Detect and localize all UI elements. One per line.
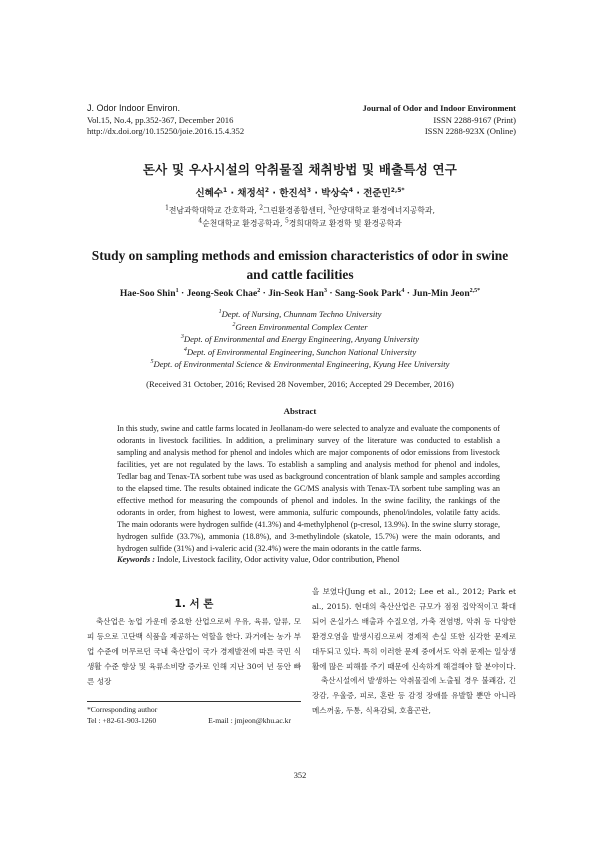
- author-separator: ·: [180, 288, 185, 299]
- author-separator: ·: [262, 288, 266, 299]
- footnote: [87, 701, 301, 726]
- author-separator: ·: [314, 188, 318, 199]
- email-link[interactable]: E-mail : jmjeon@khu.ac.kr: [208, 715, 291, 725]
- affil-text: 순천대학교 환경공학과,: [202, 219, 285, 228]
- affiliation-en-4: [0, 347, 600, 357]
- author-ko: 한진석: [279, 188, 307, 199]
- author-ko: 박상숙: [321, 188, 349, 199]
- affiliation-en-3: [0, 334, 600, 344]
- keywords: [117, 555, 500, 564]
- author-sup: 1: [175, 287, 179, 294]
- affil-sup: 4: [198, 217, 203, 225]
- author-sup: 2: [257, 287, 261, 294]
- paragraph: 을 보였다(Jung et al., 2012; Lee et al., 2012; Park et al., 2015). 현대의 축산산업은 규모가 점점 집약적이고 확대되어 온실가스 배출과 수질오염, 가축 전염병, 악취 등 다양한 환경오염을 발생시킴으로써 경제적 손실 또한 심각한 문제로 대두되고 있다. 특히 이러한 문제 중에서도 악취 문제는 일상생활에 많은 피해를 주기 때문에 신속하게 해결해야 할 분야이다.: [312, 587, 516, 671]
- volume-info: Vol.15, No.4, pp.352-367, December 2016: [87, 114, 234, 125]
- title-english: Study on sampling methods and emission characteristics of odor in swine and cattle facilities: [91, 248, 509, 282]
- section-heading-introduction: 1. 서 론: [174, 598, 214, 610]
- column-right: [312, 585, 516, 719]
- title-korean: 돈사 및 우사시설의 악취물질 채취방법 및 배출특성 연구: [142, 162, 458, 177]
- affil-text: 경희대학교 환경학 및 환경공학과: [288, 219, 402, 228]
- corresponding-author-label: *Corresponding author: [87, 705, 158, 714]
- author-separator: ·: [356, 188, 360, 199]
- header-left: [87, 103, 244, 138]
- author-sup: 2: [264, 186, 270, 194]
- affil-text: 전남과학대학교 간호학과,: [168, 206, 260, 215]
- author-en: Sang-Sook Park: [334, 288, 402, 299]
- received-dates: (Received 31 October, 2016; Revised 28 November, 2016; Accepted 29 December, 2016): [146, 379, 454, 389]
- author-sup: 1: [222, 186, 228, 194]
- affil-text: Dept. of Environmental and Energy Engineering, Anyang University: [183, 334, 420, 344]
- affiliation-ko-line1: [0, 205, 600, 216]
- abstract-body: In this study, swine and cattle farms located in Jeollanam-do were selected to analyze and evaluate the components of odorants in livestock facilities. In addition, a preliminary survey of the literature was conducted to establish a sampling and analysis method for phenol and indoles which are major components of odor emissions from livestock facilities, yet are not regulated by the laws. To establish a sampling and analysis method for phenol and indoles, Tedlar bag and Tenax-TA sorbent tube was used as background concentration of blank sample and samples according to the elapsed time. The results obtained indicate the GC/MS analysis with Tenax-TA sorbent tube sampling was an effective method for measuring the compounds of phenol and indoles. In the swine facility, the rankings of the odorants in order, from highest to lowest, were ammonia, sulfuric compounds, phenol/indoles, volatile fatty acids. The main odorants were hydrogen sulfide (41.3%) and 4-methylphenol (p-cresol, 13.9%). In the swine slurry storage, hydrogen sulfide (33.7%), ammonia (18.8%), and 3-methylindole (skatole, 15.7%) were the main odorants, and hydrogen sulfide (31%) and i-valeric acid (32.4%) were the main odorants in the cattle farms.: [117, 424, 500, 554]
- author-ko: 신혜수: [195, 188, 223, 199]
- author-sup: 4: [348, 186, 354, 194]
- author-ko: 채정석: [237, 188, 265, 199]
- affiliation-en-5: [0, 359, 600, 369]
- footnote-rule: [87, 701, 301, 702]
- author-en: Hae-Soo Shin: [119, 288, 176, 299]
- affil-sup: 2: [259, 204, 264, 212]
- author-separator: ·: [272, 188, 277, 199]
- page-number: 352: [293, 771, 307, 780]
- author-sup: 2,5*: [390, 186, 405, 194]
- paragraph: 축산시설에서 발생하는 악취물질에 노출될 경우 불쾌감, 긴장감, 우울증, 피로, 혼란 등 감정 장애를 유발할 뿐만 아니라 메스꺼움, 두통, 식욕감퇴, 호흡곤란,: [312, 676, 516, 716]
- paragraph: 축산업은 농업 가운데 중요한 산업으로써 우유, 육류, 알류, 모피 등으로 고단백 식품을 제공하는 역할을 한다. 과거에는 농가 부업 수준에 머무르던 국내 축산업이 국가 경제발전에 따른 국민 식생활 수준 향상 및 육류소비량 증가로 인해 지난 30여 년 동안 빠른 성장: [87, 617, 301, 686]
- affil-sup: 5: [284, 217, 289, 225]
- author-separator: ·: [329, 288, 333, 299]
- affil-text: Dept. of Environmental Engineering, Sunchon National University: [186, 346, 417, 357]
- affil-text: 그린환경종합센터,: [263, 206, 329, 215]
- journal-name: Journal of Odor and Indoor Environment: [362, 103, 516, 113]
- author-ko: 전준민: [363, 188, 391, 199]
- author-en: Jeong-Seok Chae: [186, 288, 258, 299]
- author-separator: ·: [230, 188, 235, 199]
- affil-sup: 4: [183, 346, 187, 353]
- abstract-heading: Abstract: [283, 406, 317, 416]
- affil-sup: 5: [150, 359, 154, 366]
- affil-sup: 3: [180, 334, 184, 341]
- header-right: [350, 103, 516, 138]
- issn-print: ISSN 2288-9167 (Print): [433, 114, 516, 125]
- affil-sup: 2: [232, 321, 236, 328]
- author-sup: 3: [323, 287, 327, 294]
- author-separator: ·: [406, 288, 410, 299]
- affiliation-ko-line2: [0, 218, 600, 229]
- affil-sup: 1: [218, 309, 222, 316]
- affil-text: Dept. of Environmental Science & Environmental Engineering, Kyung Hee University: [153, 359, 450, 369]
- author-sup: 3: [306, 186, 312, 194]
- author-sup: 4: [401, 287, 405, 294]
- authors-korean: [0, 185, 600, 199]
- contact-row: [87, 716, 301, 727]
- author-en: Jin-Seok Han: [268, 288, 324, 299]
- doi-link[interactable]: http://dx.doi.org/10.15250/joie.2016.15.4.352: [87, 126, 245, 137]
- author-en: Jun-Min Jeon: [412, 288, 470, 299]
- telephone: Tel : +82-61-903-1260: [87, 715, 157, 725]
- keywords-label: Keywords :: [117, 555, 156, 564]
- issn-online: ISSN 2288-923X (Online): [424, 126, 516, 137]
- keywords-text: Indole, Livestock facility, Odor activity value, Odor contribution, Phenol: [157, 555, 400, 564]
- affil-text: Green Environmental Complex Center: [235, 321, 368, 332]
- affil-text: 안양대학교 환경에너지공학과,: [332, 206, 435, 215]
- affil-sup: 1: [165, 204, 169, 212]
- affil-text: Dept. of Nursing, Chunnam Techno University: [221, 309, 382, 319]
- author-sup: 2,5*: [469, 287, 481, 294]
- column-left: [87, 615, 301, 690]
- affiliation-en-1: [0, 309, 600, 319]
- affiliation-en-2: [0, 322, 600, 332]
- journal-abbrev: J. Odor Indoor Environ.: [87, 103, 181, 113]
- authors-english: [0, 288, 600, 299]
- affil-sup: 3: [328, 204, 333, 212]
